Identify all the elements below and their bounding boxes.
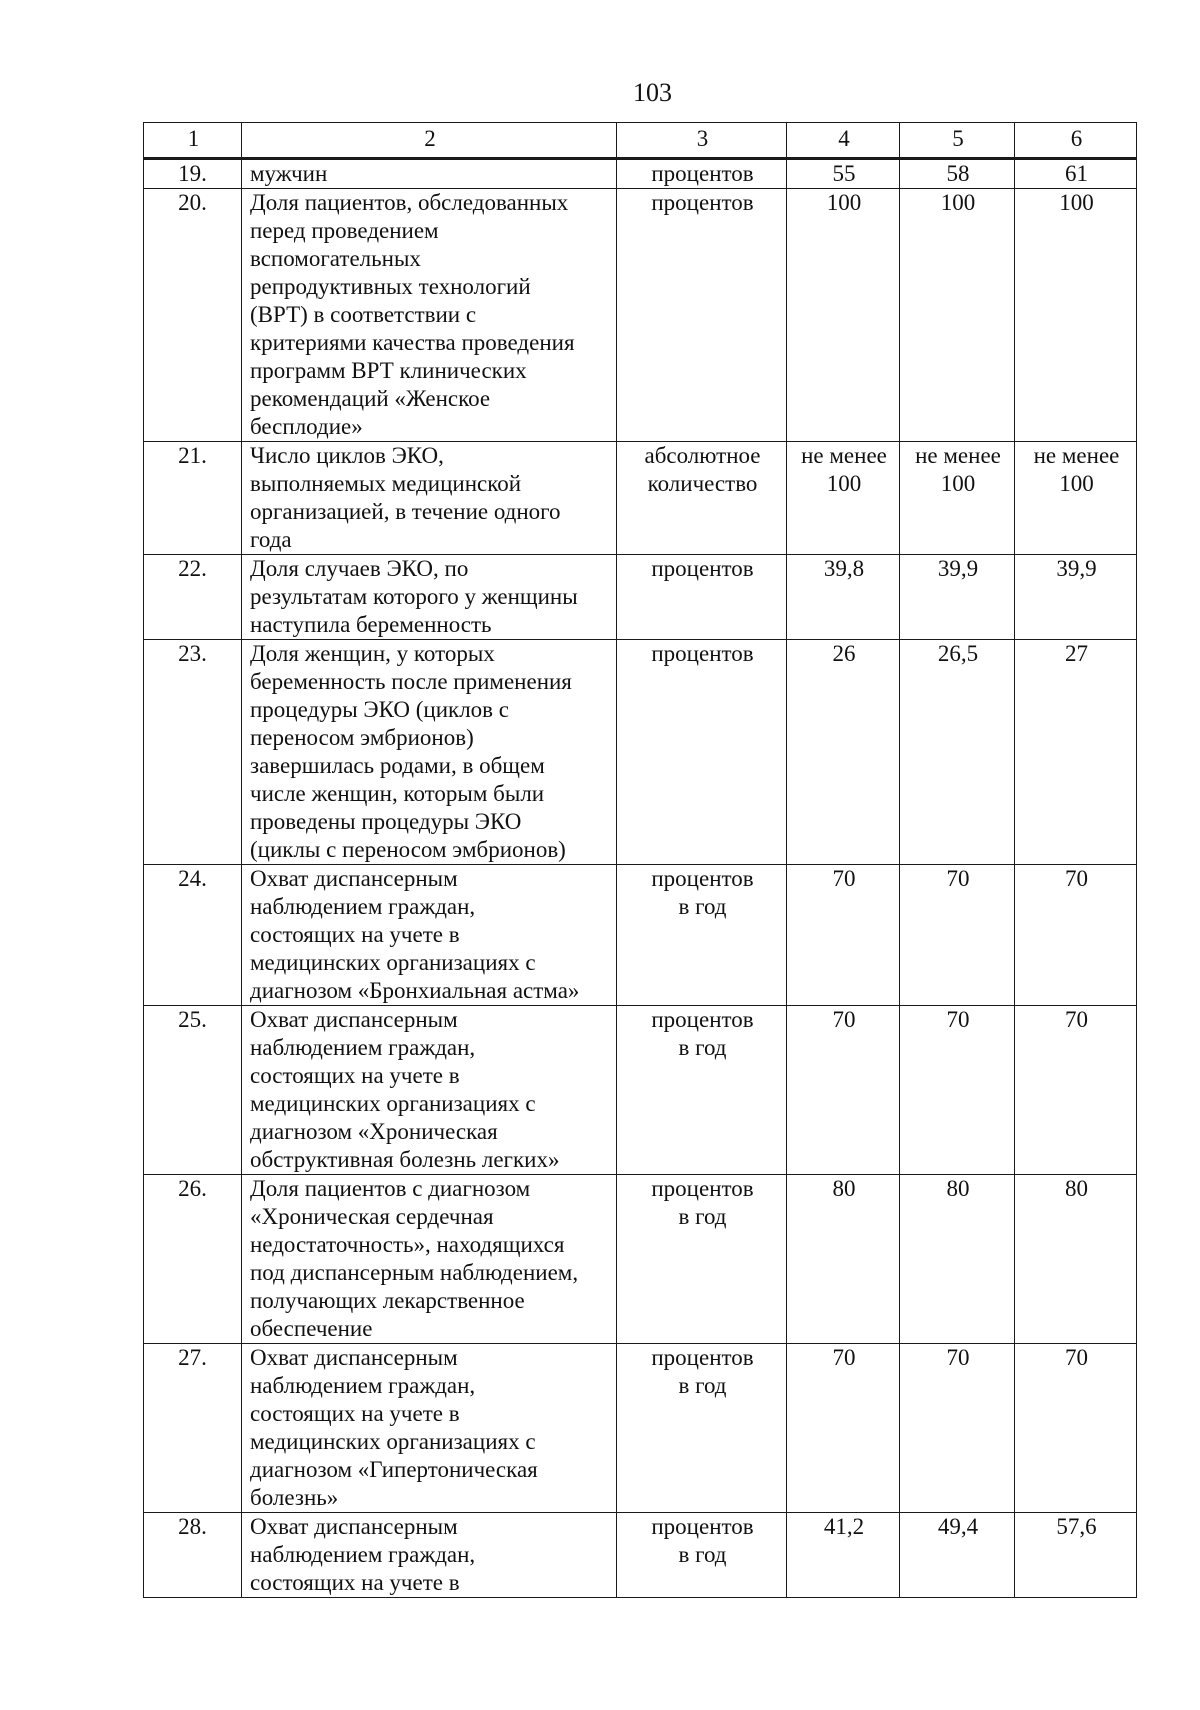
row-number: 19.	[144, 159, 242, 189]
value-col-6: 80	[1065, 1176, 1088, 1201]
value-col-6: 100	[1059, 190, 1094, 215]
table-row	[144, 1006, 1137, 1175]
unit: процентов в год	[651, 1514, 754, 1567]
row-number: 27.	[144, 1344, 242, 1513]
value-col-4: не менее 100	[801, 443, 887, 496]
value-col-6: 70	[1065, 1007, 1088, 1032]
value-col-4: 100	[826, 190, 862, 215]
value-col-5: 70	[946, 1345, 970, 1370]
value-col-5: 49,4	[937, 1514, 979, 1539]
row-number: 24.	[144, 865, 242, 1006]
table-row	[144, 555, 1137, 640]
value-col-4: 26	[832, 641, 856, 666]
indicator-name: Доля пациентов с диагнозом «Хроническая сердечная недостаточность», находящихся под диспансерным наблюдением, получающих лекарственное обеспечение	[250, 1176, 579, 1341]
value-col-5: 39,9	[937, 556, 979, 581]
value-col-6: 39,9	[1056, 556, 1097, 581]
value-col-4: 70	[832, 1007, 856, 1032]
unit: процентов в год	[651, 1176, 754, 1229]
page-number: 103	[633, 78, 672, 107]
unit: процентов в год	[651, 866, 754, 919]
unit: процентов	[651, 641, 754, 666]
row-number: 25.	[144, 1006, 242, 1175]
unit: процентов	[651, 161, 754, 186]
value-col-5: 80	[946, 1176, 970, 1201]
value-col-5: 58	[946, 161, 970, 186]
value-col-4: 39,8	[823, 556, 865, 581]
value-col-4: 41,2	[823, 1514, 865, 1539]
table-row	[144, 1175, 1137, 1344]
indicator-name: Доля случаев ЭКО, по результатам которого у женщины наступила беременность	[250, 556, 578, 637]
row-number: 28.	[144, 1513, 242, 1598]
value-col-4: 80	[832, 1176, 856, 1201]
row-number: 22.	[144, 555, 242, 640]
value-col-4: 70	[832, 866, 856, 891]
row-number: 23.	[144, 640, 242, 865]
header-cell-5: 5	[900, 123, 1015, 159]
table-row	[144, 1513, 1137, 1598]
indicators-table	[143, 122, 1137, 1598]
value-col-5: 70	[946, 1007, 970, 1032]
unit: процентов	[651, 190, 754, 215]
table-header-row	[144, 123, 1137, 159]
value-col-6: 57,6	[1056, 1514, 1097, 1539]
value-col-5: 100	[940, 190, 976, 215]
table-row	[144, 189, 1137, 442]
header-cell-1: 1	[144, 123, 242, 159]
unit: процентов в год	[651, 1007, 754, 1060]
indicator-name: Охват диспансерным наблюдением граждан, состоящих на учете в медицинских организациях с диагнозом «Бронхиальная астма»	[250, 866, 580, 1003]
indicator-name: Число циклов ЭКО, выполняемых медицинской организацией, в течение одного года	[250, 443, 561, 552]
header-cell-4: 4	[787, 123, 900, 159]
table-row	[144, 442, 1137, 555]
table-row	[144, 640, 1137, 865]
value-col-4: 55	[832, 161, 856, 186]
header-cell-6: 6	[1015, 123, 1137, 159]
value-col-6: 27	[1065, 641, 1088, 666]
table-row	[144, 865, 1137, 1006]
value-col-4: 70	[832, 1345, 856, 1370]
row-number: 20.	[144, 189, 242, 442]
header-cell-3: 3	[617, 123, 787, 159]
value-col-6: 61	[1065, 161, 1088, 186]
indicator-name: Доля женщин, у которых беременность после применения процедуры ЭКО (циклов с переносом эмбрионов) завершилась родами, в общем числе женщин, которым были проведены процедуры ЭКО (циклы с переносом эмбрионов)	[250, 641, 572, 862]
value-col-5: не менее 100	[915, 443, 1001, 496]
indicator-name: Охват диспансерным наблюдением граждан, состоящих на учете в	[250, 1514, 476, 1595]
table-row	[144, 1344, 1137, 1513]
value-col-6: 70	[1065, 866, 1088, 891]
indicator-name: Охват диспансерным наблюдением граждан, состоящих на учете в медицинских организациях с диагнозом «Гипертоническая болезнь»	[250, 1345, 538, 1510]
unit: процентов	[651, 556, 754, 581]
unit: абсолютное количество	[644, 443, 761, 496]
indicator-name: Доля пациентов, обследованных перед проведением вспомогательных репродуктивных технологий (ВРТ) в соответствии с критериями качества проведения программ ВРТ клинических рекомендаций «Женское бесплодие»	[250, 190, 575, 439]
value-col-6: не менее 100	[1033, 443, 1120, 496]
indicator-name: мужчин	[250, 161, 328, 186]
row-number: 21.	[144, 442, 242, 555]
table-row	[144, 159, 1137, 189]
value-col-5: 26,5	[937, 641, 979, 666]
unit: процентов в год	[651, 1345, 754, 1398]
header-cell-2: 2	[242, 123, 617, 159]
value-col-5: 70	[946, 866, 970, 891]
value-col-6: 70	[1065, 1345, 1088, 1370]
indicator-name: Охват диспансерным наблюдением граждан, состоящих на учете в медицинских организациях с диагнозом «Хроническая обструктивная болезнь легких»	[250, 1007, 560, 1172]
row-number: 26.	[144, 1175, 242, 1344]
